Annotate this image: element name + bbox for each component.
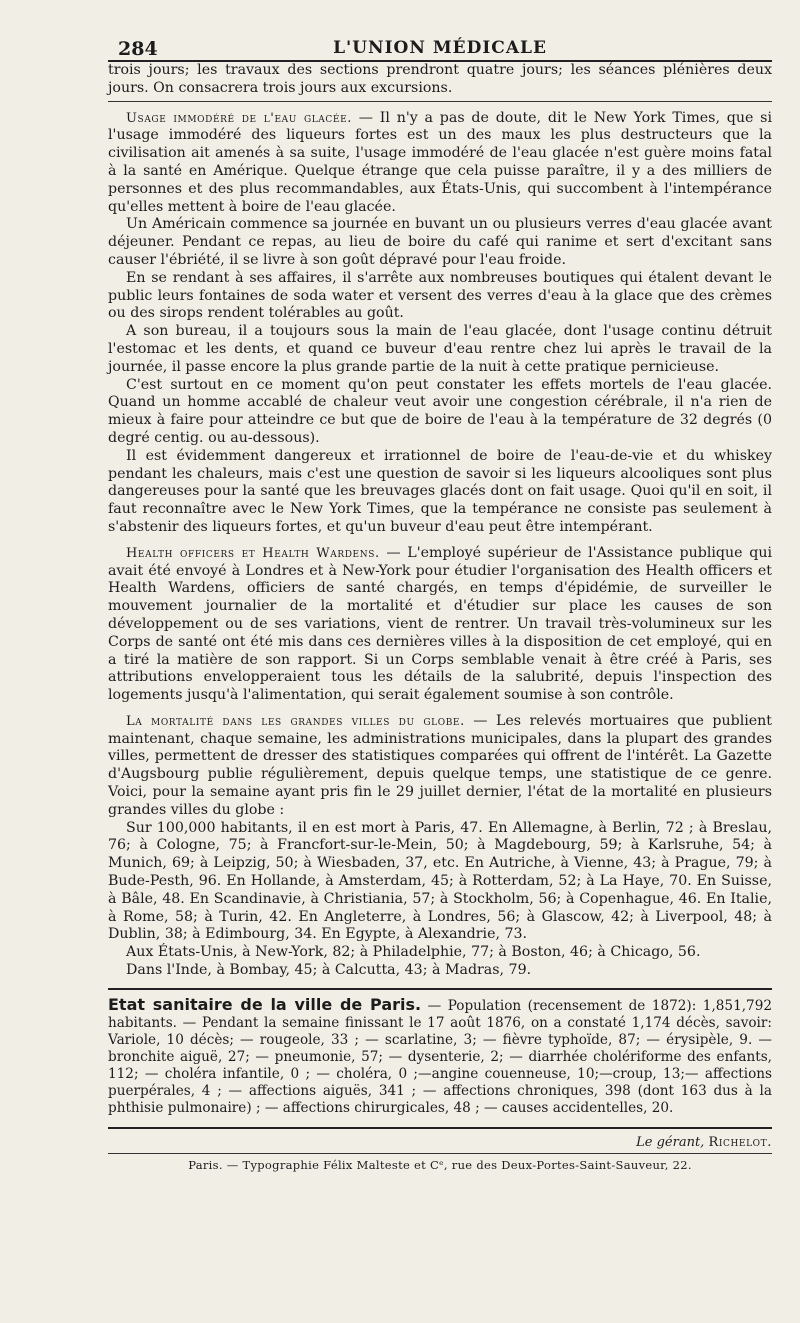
- section-paragraph: Usage immodéré de l'eau glacée. — Il n'y a pas de doute, dit le New York Times, que si l'usage immodéré des liqueurs fortes est un des maux les plus destructeurs que la civilisation ait amenés à sa suite, l'usage immodéré de l'eau glacée n'est guère moins fatal à la santé en Amérique. Quelque étrange que cela puisse paraître, il y a des milliers de personnes et des plus recommandables, aux États-Unis, qui succombent à l'intempérance qu'elles mettent à boire de l'eau glacée.: [108, 109, 772, 215]
- section-eau-glacee: [108, 110, 772, 537]
- section-paragraph: Health officers et Health Wardens. — L'employé supérieur de l'Assistance publique qui avait été envoyé à Londres et à New-York pour étudier l'organisation des Health officers et Health Wardens, officiers de santé chargés, en temps d'épidémie, de surveiller le mouvement journalier de la mortalité et d'étudier sur place les causes de son développement ou de ses variations, vient de rentrer. Un travail très-volumineux sur les Corps de santé ont été mis dans ces dernières villes à la disposition de cet employé, qui en a tiré la matière de son rapport. Si un Corps semblable venait à être créé à Paris, ses attributions envelopperaient tous les détails de la salubrité, depuis l'inspection des logements jusqu'à l'alimentation, qui serait également soumise à son contrôle.: [108, 544, 772, 704]
- section-paragraph: Il est évidemment dangereux et irrationnel de boire de l'eau-de-vie et du whiskey pendant les chaleurs, mais c'est une question de savoir si les liqueurs alcooliques sont plus dangereuses pour la santé que les breuvages glacés dont on fait usage. Quoi qu'il en soit, il faut reconnaître avec le New York Times, que la tempérance ne consiste pas seulement à s'abstenir des liqueurs fortes, et qu'un buveur d'eau peut être intempérant.: [108, 447, 772, 535]
- section-title: La mortalité dans les grandes villes du globe.: [126, 713, 465, 729]
- etat-sanitaire-title: Etat sanitaire de la ville de Paris.: [108, 994, 422, 1014]
- section-title: Health officers et Health Wardens.: [126, 545, 380, 561]
- signature-label: Le gérant,: [636, 1134, 705, 1150]
- imprint-line: Paris. — Typographie Félix Malteste et Cᵉ, rue des Deux-Portes-Saint-Sauveur, 22.: [108, 1153, 772, 1172]
- page-header: [108, 28, 772, 62]
- section-paragraph: La mortalité dans les grandes villes du globe. — Les relevés mortuaires que publient maintenant, chaque semaine, les administrations municipales, dans la plupart des grandes villes, permettent de dresser des statistiques comparées qui offrent de l'intérêt. La Gazette d'Augsbourg publie régulièrement, depuis quelque temps, une statistique de ce genre. Voici, pour la semaine ayant pris fin le 29 juillet dernier, l'état de la mortalité en plusieurs grandes villes du globe :: [108, 712, 772, 818]
- signature: [108, 1127, 772, 1150]
- section-health-officers: [108, 545, 772, 705]
- section-paragraph: Aux États-Unis, à New-York, 82; à Philadelphie, 77; à Boston, 46; à Chicago, 56.: [126, 944, 701, 961]
- section-paragraph: A son bureau, il a toujours sous la main de l'eau glacée, dont l'usage continu détruit l'estomac et les dents, et quand ce buveur d'eau rentre chez lui après le travail de la journée, il passe encore la plus grande partie de la nuit à cette pratique pernicieuse.: [108, 323, 772, 375]
- page-number: 284: [118, 38, 158, 60]
- signature-name: Richelot.: [708, 1134, 772, 1150]
- section-paragraph: En se rendant à ses affaires, il s'arrête aux nombreuses boutiques qui étalent devant le public leurs fontaines de soda water et versent des verres d'eau à la glace que des crèmes ou des sirops rendent tolérables au goût.: [108, 269, 772, 322]
- section-title: Usage immodéré de l'eau glacée.: [126, 110, 352, 126]
- etat-sanitaire: [108, 988, 772, 1117]
- section-mortalite: [108, 713, 772, 980]
- intro-paragraph: trois jours; les travaux des sections prendront quatre jours; les séances plénières deux jours. On consacrera trois jours aux excursions.: [108, 62, 772, 96]
- section-paragraph: Sur 100,000 habitants, il en est mort à Paris, 47. En Allemagne, à Berlin, 72 ; à Breslau, 76; à Cologne, 75; à Francfort-sur-le-Mein, 50; à Magdebourg, 59; à Karlsruhe, 54; à Munich, 69; à Leipzig, 50; à Wiesbaden, 37, etc. En Autriche, à Vienne, 43; à Prague, 79; à Bude-Pesth, 96. En Hollande, à Amsterdam, 45; à Rotterdam, 52; à La Haye, 70. En Suisse, à Bâle, 48. En Scandinavie, à Christiania, 57; à Stockholm, 56; à Copenhague, 46. En Italie, à Rome, 58; à Turin, 42. En Angleterre, à Londres, 56; à Glascow, 42; à Liverpool, 48; à Dublin, 38; à Edimbourg, 34. En Egypte, à Alexandrie, 73.: [108, 819, 772, 943]
- journal-title: L'UNION MÉDICALE: [333, 38, 547, 58]
- section-paragraph: C'est surtout en ce moment qu'on peut constater les effets mortels de l'eau glacée. Quand un homme accablé de chaleur veut avoir une congestion cérébrale, il n'a rien de mieux à faire pour atteindre ce but que de boire de l'eau à la température de 32 degrés (0 degré centig. ou au-dessous).: [108, 376, 772, 446]
- section-paragraph: Dans l'Inde, à Bombay, 45; à Calcutta, 43; à Madras, 79.: [126, 962, 532, 979]
- etat-sanitaire-text: — Population (recensement de 1872): 1,851,792 habitants. — Pendant la semaine finissant le 17 août 1876, on a constaté 1,174 décès, savoir: Variole, 10 décès; — rougeole, 33 ; — scarlatine, 3; — fièvre typhoïde, 87; — érysipèle, 9. — bronchite aiguë, 27; — pneumonie, 57; — dysenterie, 2; — diarrhée cholériforme des enfants, 112; — choléra infantile, 0 ; — choléra, 0 ;—angine couenneuse, 10;—croup, 13;— affections puerpérales, 4 ; — affections aiguës, 341 ; — affections chroniques, 398 (dont 163 dus à la phthisie pulmonaire) ; — affections chirurgicales, 48 ; — causes accidentelles, 20.: [108, 997, 772, 1116]
- section-paragraph: Un Américain commence sa journée en buvant un ou plusieurs verres d'eau glacée avant déjeuner. Pendant ce repas, au lieu de boire du café qui ranime et sert d'excitant sans causer l'ébriété, il se livre à son goût dépravé pour l'eau froide.: [108, 216, 772, 268]
- article-body: [108, 62, 772, 980]
